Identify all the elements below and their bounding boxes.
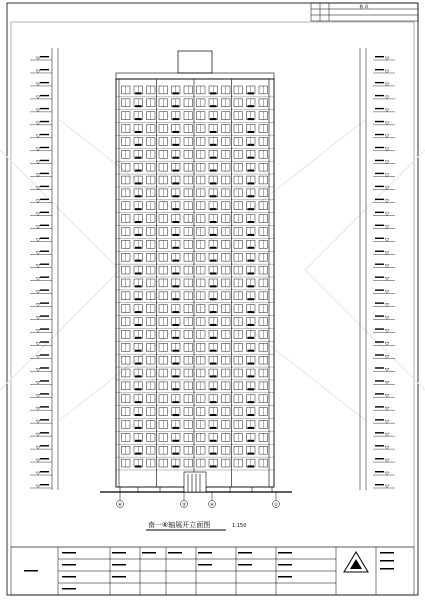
level-triangle: [36, 446, 40, 449]
balcony-rail: [173, 131, 180, 133]
level-tag: [375, 121, 384, 122]
level-tag: [40, 302, 49, 303]
level-tag: [40, 134, 49, 135]
balcony-rail: [135, 221, 142, 223]
level-triangle: [385, 433, 389, 436]
drawing-title: 南一⑥轴展开立面图: [148, 521, 211, 529]
level-tag: [375, 380, 384, 381]
level-tag: [375, 82, 384, 83]
title-block-entry: [62, 588, 76, 590]
level-tag: [40, 432, 49, 433]
level-triangle: [385, 83, 389, 86]
level-tag: [375, 393, 384, 394]
level-triangle: [36, 394, 40, 397]
balcony-rail: [210, 195, 217, 197]
balcony-rail: [248, 375, 255, 377]
balcony-rail: [248, 247, 255, 249]
balcony-rail: [248, 401, 255, 403]
level-triangle: [385, 303, 389, 306]
level-triangle: [385, 265, 389, 268]
level-triangle: [36, 420, 40, 423]
title-block: [11, 547, 414, 595]
level-tag: [40, 289, 49, 290]
level-tag: [375, 173, 384, 174]
title-block-entry: [62, 576, 76, 578]
level-triangle: [385, 407, 389, 410]
level-tag: [375, 276, 384, 277]
axis-label-mid2: ④: [209, 503, 215, 508]
level-tag: [40, 212, 49, 213]
balcony-rail: [173, 118, 180, 120]
balcony-rail: [248, 157, 255, 159]
level-tag: [40, 251, 49, 252]
level-triangle: [385, 485, 389, 488]
level-tag: [40, 393, 49, 394]
balcony-rail: [135, 453, 142, 455]
balcony-rail: [248, 234, 255, 236]
balcony-rail: [210, 324, 217, 326]
axis-label-mid1: ②: [181, 503, 187, 508]
level-triangle: [36, 148, 40, 151]
level-triangle: [36, 135, 40, 138]
level-tag: [40, 419, 49, 420]
level-triangle: [36, 226, 40, 229]
level-tag: [375, 108, 384, 109]
level-tag: [375, 264, 384, 265]
balcony-rail: [248, 388, 255, 390]
level-triangle: [385, 213, 389, 216]
level-tag: [40, 225, 49, 226]
level-triangle: [36, 459, 40, 462]
level-tag: [40, 484, 49, 485]
balcony-rail: [173, 170, 180, 172]
level-tag: [40, 82, 49, 83]
balcony-rail: [248, 195, 255, 197]
balcony-rail: [210, 273, 217, 275]
level-triangle: [385, 226, 389, 229]
balcony-rail: [173, 208, 180, 210]
level-triangle: [385, 148, 389, 151]
level-tag: [40, 380, 49, 381]
level-triangle: [36, 381, 40, 384]
level-triangle: [36, 316, 40, 319]
balcony-rail: [173, 298, 180, 300]
level-triangle: [36, 239, 40, 242]
level-triangle: [36, 96, 40, 99]
balcony-rail: [135, 298, 142, 300]
balcony-rail: [173, 157, 180, 159]
title-block-entry: [278, 564, 292, 566]
title-block-entry: [168, 552, 182, 554]
balcony-rail: [248, 260, 255, 262]
axis-label-left: ⑥: [117, 503, 123, 508]
balcony-rail: [135, 105, 142, 107]
balcony-rail: [173, 401, 180, 403]
revision-header: 修 改: [359, 4, 369, 9]
balcony-rail: [210, 247, 217, 249]
title-block-entry: [142, 552, 156, 554]
title-block-entry: [24, 570, 38, 572]
roof-tower: [178, 51, 212, 73]
balcony-rail: [210, 182, 217, 184]
level-tag: [375, 328, 384, 329]
level-triangle: [36, 277, 40, 280]
balcony-rail: [135, 337, 142, 339]
title-block-entry: [198, 564, 212, 566]
balcony-rail: [248, 324, 255, 326]
level-triangle: [36, 109, 40, 112]
level-triangle: [385, 239, 389, 242]
balcony-rail: [210, 260, 217, 262]
balcony-rail: [173, 414, 180, 416]
level-tag: [40, 69, 49, 70]
level-tag: [40, 160, 49, 161]
title-block-entry: [380, 560, 394, 562]
axis-label-right: ①: [273, 503, 279, 508]
balcony-rail: [135, 388, 142, 390]
balcony-rail: [173, 363, 180, 365]
title-block-entry: [238, 564, 252, 566]
balcony-rail: [173, 92, 180, 94]
title-block-entry: [62, 552, 76, 554]
balcony-rail: [210, 401, 217, 403]
level-tag: [375, 354, 384, 355]
level-triangle: [385, 394, 389, 397]
level-triangle: [385, 122, 389, 125]
level-tag: [375, 432, 384, 433]
balcony-rail: [173, 285, 180, 287]
balcony-rail: [248, 208, 255, 210]
balcony-rail: [210, 221, 217, 223]
level-triangle: [385, 472, 389, 475]
balcony-rail: [210, 350, 217, 352]
balcony-rail: [173, 324, 180, 326]
balcony-rail: [248, 118, 255, 120]
balcony-rail: [135, 363, 142, 365]
level-triangle: [385, 459, 389, 462]
balcony-rail: [210, 414, 217, 416]
balcony-rail: [248, 466, 255, 468]
level-tag: [40, 108, 49, 109]
level-tag: [40, 458, 49, 459]
level-triangle: [36, 433, 40, 436]
balcony-rail: [173, 221, 180, 223]
left-level-markers: [30, 56, 52, 488]
level-triangle: [36, 83, 40, 86]
level-triangle: [36, 161, 40, 164]
balcony-rail: [210, 285, 217, 287]
level-triangle: [36, 265, 40, 268]
balcony-rail: [173, 195, 180, 197]
level-tag: [375, 238, 384, 239]
balcony-rail: [210, 363, 217, 365]
level-tag: [40, 445, 49, 446]
level-tag: [375, 251, 384, 252]
balcony-rail: [210, 92, 217, 94]
level-triangle: [385, 96, 389, 99]
level-triangle: [36, 213, 40, 216]
balcony-rail: [210, 388, 217, 390]
building-elevation: [100, 51, 292, 492]
balcony-rail: [173, 453, 180, 455]
balcony-rail: [135, 414, 142, 416]
balcony-rail: [135, 118, 142, 120]
balcony-rail: [173, 375, 180, 377]
level-tag: [40, 406, 49, 407]
level-triangle: [36, 303, 40, 306]
level-triangle: [36, 70, 40, 73]
balcony-rail: [210, 131, 217, 133]
level-triangle: [385, 342, 389, 345]
title-block-entry: [198, 552, 212, 554]
balcony-rail: [135, 375, 142, 377]
balcony-rail: [248, 311, 255, 313]
balcony-rail: [248, 273, 255, 275]
level-tag: [375, 341, 384, 342]
balcony-rail: [210, 170, 217, 172]
balcony-rail: [135, 440, 142, 442]
level-tag: [375, 199, 384, 200]
level-tag: [40, 147, 49, 148]
balcony-rail: [135, 350, 142, 352]
balcony-rail: [248, 427, 255, 429]
balcony-rail: [210, 298, 217, 300]
balcony-rail: [173, 247, 180, 249]
balcony-rail: [135, 92, 142, 94]
level-triangle: [36, 122, 40, 125]
level-tag: [375, 95, 384, 96]
level-tag: [375, 56, 384, 57]
level-triangle: [36, 355, 40, 358]
balcony-rail: [173, 273, 180, 275]
balcony-rail: [173, 440, 180, 442]
right-level-markers: [373, 56, 395, 488]
balcony-rail: [248, 221, 255, 223]
balcony-rail: [135, 157, 142, 159]
level-tag: [375, 289, 384, 290]
balcony-rail: [248, 105, 255, 107]
balcony-rail: [135, 311, 142, 313]
balcony-rail: [135, 273, 142, 275]
balcony-rail: [210, 105, 217, 107]
level-tag: [375, 147, 384, 148]
ground-base: [100, 472, 292, 492]
balcony-rail: [173, 234, 180, 236]
entrance-door: [184, 472, 206, 492]
level-tag: [375, 212, 384, 213]
balcony-rail: [210, 144, 217, 146]
balcony-rail: [173, 337, 180, 339]
balcony-rail: [210, 208, 217, 210]
level-triangle: [385, 57, 389, 60]
balcony-rail: [135, 401, 142, 403]
title-block-entry: [380, 568, 394, 570]
level-tag: [40, 341, 49, 342]
level-tag: [375, 225, 384, 226]
level-triangle: [36, 329, 40, 332]
balcony-rail: [135, 144, 142, 146]
level-tag: [40, 328, 49, 329]
level-triangle: [36, 342, 40, 345]
balcony-rail: [210, 427, 217, 429]
level-triangle: [36, 407, 40, 410]
level-triangle: [385, 174, 389, 177]
balcony-rail: [173, 350, 180, 352]
level-tag: [375, 302, 384, 303]
level-triangle: [36, 174, 40, 177]
level-tag: [40, 95, 49, 96]
company-logo: [344, 552, 368, 572]
balcony-rail: [210, 453, 217, 455]
balcony-rail: [248, 144, 255, 146]
level-triangle: [385, 135, 389, 138]
balcony-rail: [135, 324, 142, 326]
balcony-rail: [248, 298, 255, 300]
balcony-rail: [135, 170, 142, 172]
balcony-rail: [173, 427, 180, 429]
level-tag: [375, 367, 384, 368]
level-triangle: [385, 290, 389, 293]
watermark-pattern: [0, 120, 425, 420]
level-triangle: [385, 368, 389, 371]
level-triangle: [385, 420, 389, 423]
level-tag: [375, 484, 384, 485]
title-block-entry: [112, 564, 126, 566]
level-tag: [40, 199, 49, 200]
level-tag: [375, 134, 384, 135]
balcony-rail: [210, 157, 217, 159]
right-level-column: [360, 48, 366, 490]
balcony-rail: [210, 375, 217, 377]
balcony-rail: [173, 388, 180, 390]
balcony-rail: [210, 466, 217, 468]
balcony-rail: [173, 105, 180, 107]
level-tag: [40, 173, 49, 174]
level-tag: [40, 264, 49, 265]
level-tag: [375, 445, 384, 446]
balcony-rail: [248, 453, 255, 455]
balcony-rail: [135, 131, 142, 133]
level-tag: [375, 69, 384, 70]
level-triangle: [385, 381, 389, 384]
level-tag: [375, 315, 384, 316]
balcony-rail: [248, 182, 255, 184]
level-triangle: [385, 200, 389, 203]
level-tag: [375, 471, 384, 472]
balcony-rail: [210, 337, 217, 339]
level-triangle: [385, 446, 389, 449]
level-tag: [40, 367, 49, 368]
level-tag: [40, 121, 49, 122]
balcony-rail: [173, 182, 180, 184]
level-triangle: [36, 368, 40, 371]
title-block-entry: [112, 576, 126, 578]
balcony-rail: [248, 92, 255, 94]
inner-frame: [11, 22, 414, 547]
balcony-rail: [210, 440, 217, 442]
level-triangle: [385, 329, 389, 332]
level-triangle: [385, 70, 389, 73]
title-block-entry: [278, 552, 292, 554]
level-tag: [40, 186, 49, 187]
level-tag: [375, 419, 384, 420]
balcony-rail: [173, 466, 180, 468]
roof-parapet: [116, 73, 274, 79]
balcony-rail: [135, 247, 142, 249]
level-triangle: [36, 252, 40, 255]
level-triangle: [36, 485, 40, 488]
level-triangle: [385, 316, 389, 319]
title-block-entry: [238, 552, 252, 554]
balcony-rail: [135, 234, 142, 236]
balcony-rail: [248, 440, 255, 442]
drawing-scale: 1:150: [232, 523, 247, 529]
level-triangle: [385, 161, 389, 164]
balcony-rail: [135, 466, 142, 468]
axis-bubbles: [117, 492, 280, 508]
level-tag: [375, 160, 384, 161]
level-tag: [375, 406, 384, 407]
level-triangle: [385, 252, 389, 255]
balcony-rail: [248, 285, 255, 287]
level-triangle: [36, 472, 40, 475]
balcony-rail: [248, 414, 255, 416]
level-triangle: [385, 277, 389, 280]
balcony-rail: [173, 260, 180, 262]
balcony-rail: [248, 363, 255, 365]
title-block-entry: [112, 552, 126, 554]
level-tag: [375, 458, 384, 459]
balcony-rail: [135, 260, 142, 262]
balcony-rail: [173, 144, 180, 146]
level-triangle: [385, 355, 389, 358]
level-tag: [40, 315, 49, 316]
balcony-rail: [210, 311, 217, 313]
level-triangle: [36, 200, 40, 203]
title-block-entry: [62, 564, 76, 566]
level-triangle: [36, 57, 40, 60]
level-tag: [40, 354, 49, 355]
title-block-entry: [380, 552, 394, 554]
level-tag: [40, 471, 49, 472]
balcony-rail: [135, 285, 142, 287]
balcony-rail: [210, 118, 217, 120]
balcony-rail: [135, 427, 142, 429]
balcony-rail: [210, 234, 217, 236]
title-block-entry: [278, 576, 292, 578]
level-tag: [40, 238, 49, 239]
level-tag: [375, 186, 384, 187]
facade-outline: [116, 79, 274, 487]
level-tag: [40, 56, 49, 57]
level-tag: [40, 276, 49, 277]
left-level-column: [52, 48, 58, 490]
balcony-rail: [135, 208, 142, 210]
balcony-rail: [135, 182, 142, 184]
balcony-rail: [135, 195, 142, 197]
balcony-rail: [248, 131, 255, 133]
balcony-rail: [248, 337, 255, 339]
balcony-rail: [248, 350, 255, 352]
level-triangle: [385, 109, 389, 112]
level-triangle: [36, 290, 40, 293]
balcony-rail: [173, 311, 180, 313]
window-grid: [116, 79, 274, 487]
balcony-rail: [248, 170, 255, 172]
